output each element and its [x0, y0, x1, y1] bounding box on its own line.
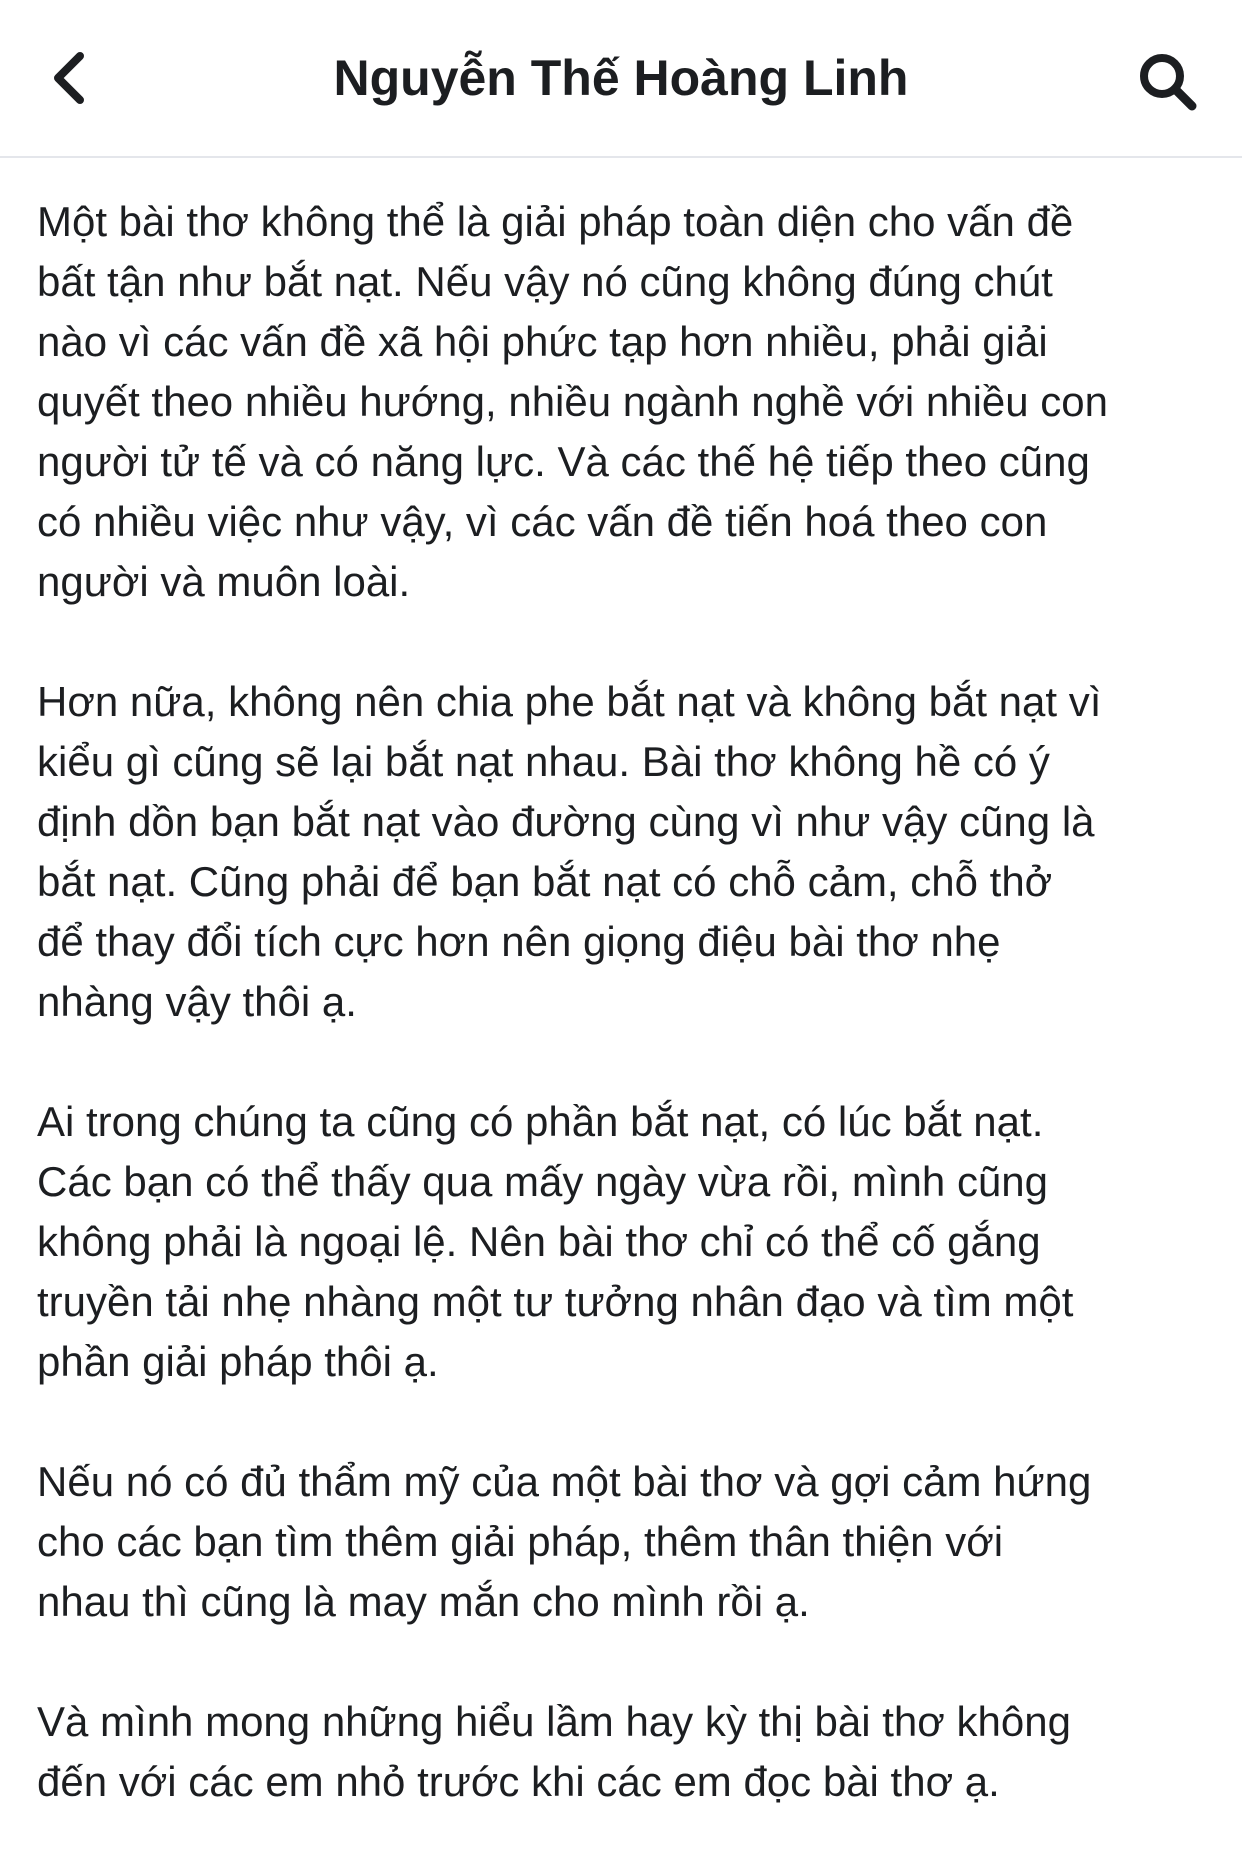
paragraph: Ai trong chúng ta cũng có phần bắt nạt, có lúc bắt nạt. Các bạn có thể thấy qua mấy ngày vừa rồi, mình cũng không phải là ngoại lệ. Nên bài thơ chỉ có thể cố gắng truyền tải nhẹ nhàng một tư tưởng nhân đạo và tìm một phần giải pháp thôi ạ.	[37, 1098, 1074, 1385]
back-button[interactable]	[38, 40, 98, 116]
chevron-left-icon	[46, 48, 90, 108]
page-title: Nguyễn Thế Hoàng Linh	[333, 50, 909, 106]
paragraph: Và mình mong những hiểu lầm hay kỳ thị bài thơ không đến với các em nhỏ trước khi các em đọc bài thơ ạ.	[37, 1698, 1071, 1805]
search-icon	[1136, 50, 1200, 114]
top-bar	[0, 0, 1242, 158]
post-text	[37, 192, 1212, 1872]
paragraph: Một bài thơ không thể là giải pháp toàn diện cho vấn đề bất tận như bắt nạt. Nếu vậy nó cũng không đúng chút nào vì các vấn đề xã hội phức tạp hơn nhiều, phải giải quyết theo nhiều hướng, nhiều ngành nghề với nhiều con người tử tế và có năng lực. Và các thế hệ tiếp theo cũng có nhiều việc như vậy, vì các vấn đề tiến hoá theo con người và muôn loài.	[37, 198, 1109, 605]
paragraph: Hơn nữa, không nên chia phe bắt nạt và không bắt nạt vì kiểu gì cũng sẽ lại bắt nạt nhau. Bài thơ không hề có ý định dồn bạn bắt nạt vào đường cùng vì như vậy cũng là bắt nạt. Cũng phải để bạn bắt nạt có chỗ cảm, chỗ thở để thay đổi tích cực hơn nên giọng điệu bài thơ nhẹ nhàng vậy thôi ạ.	[37, 678, 1102, 1025]
search-button[interactable]	[1130, 44, 1206, 120]
paragraph: Nếu nó có đủ thẩm mỹ của một bài thơ và gợi cảm hứng cho các bạn tìm thêm giải pháp, thêm thân thiện với nhau thì cũng là may mắn cho mình rồi ạ.	[37, 1458, 1092, 1625]
